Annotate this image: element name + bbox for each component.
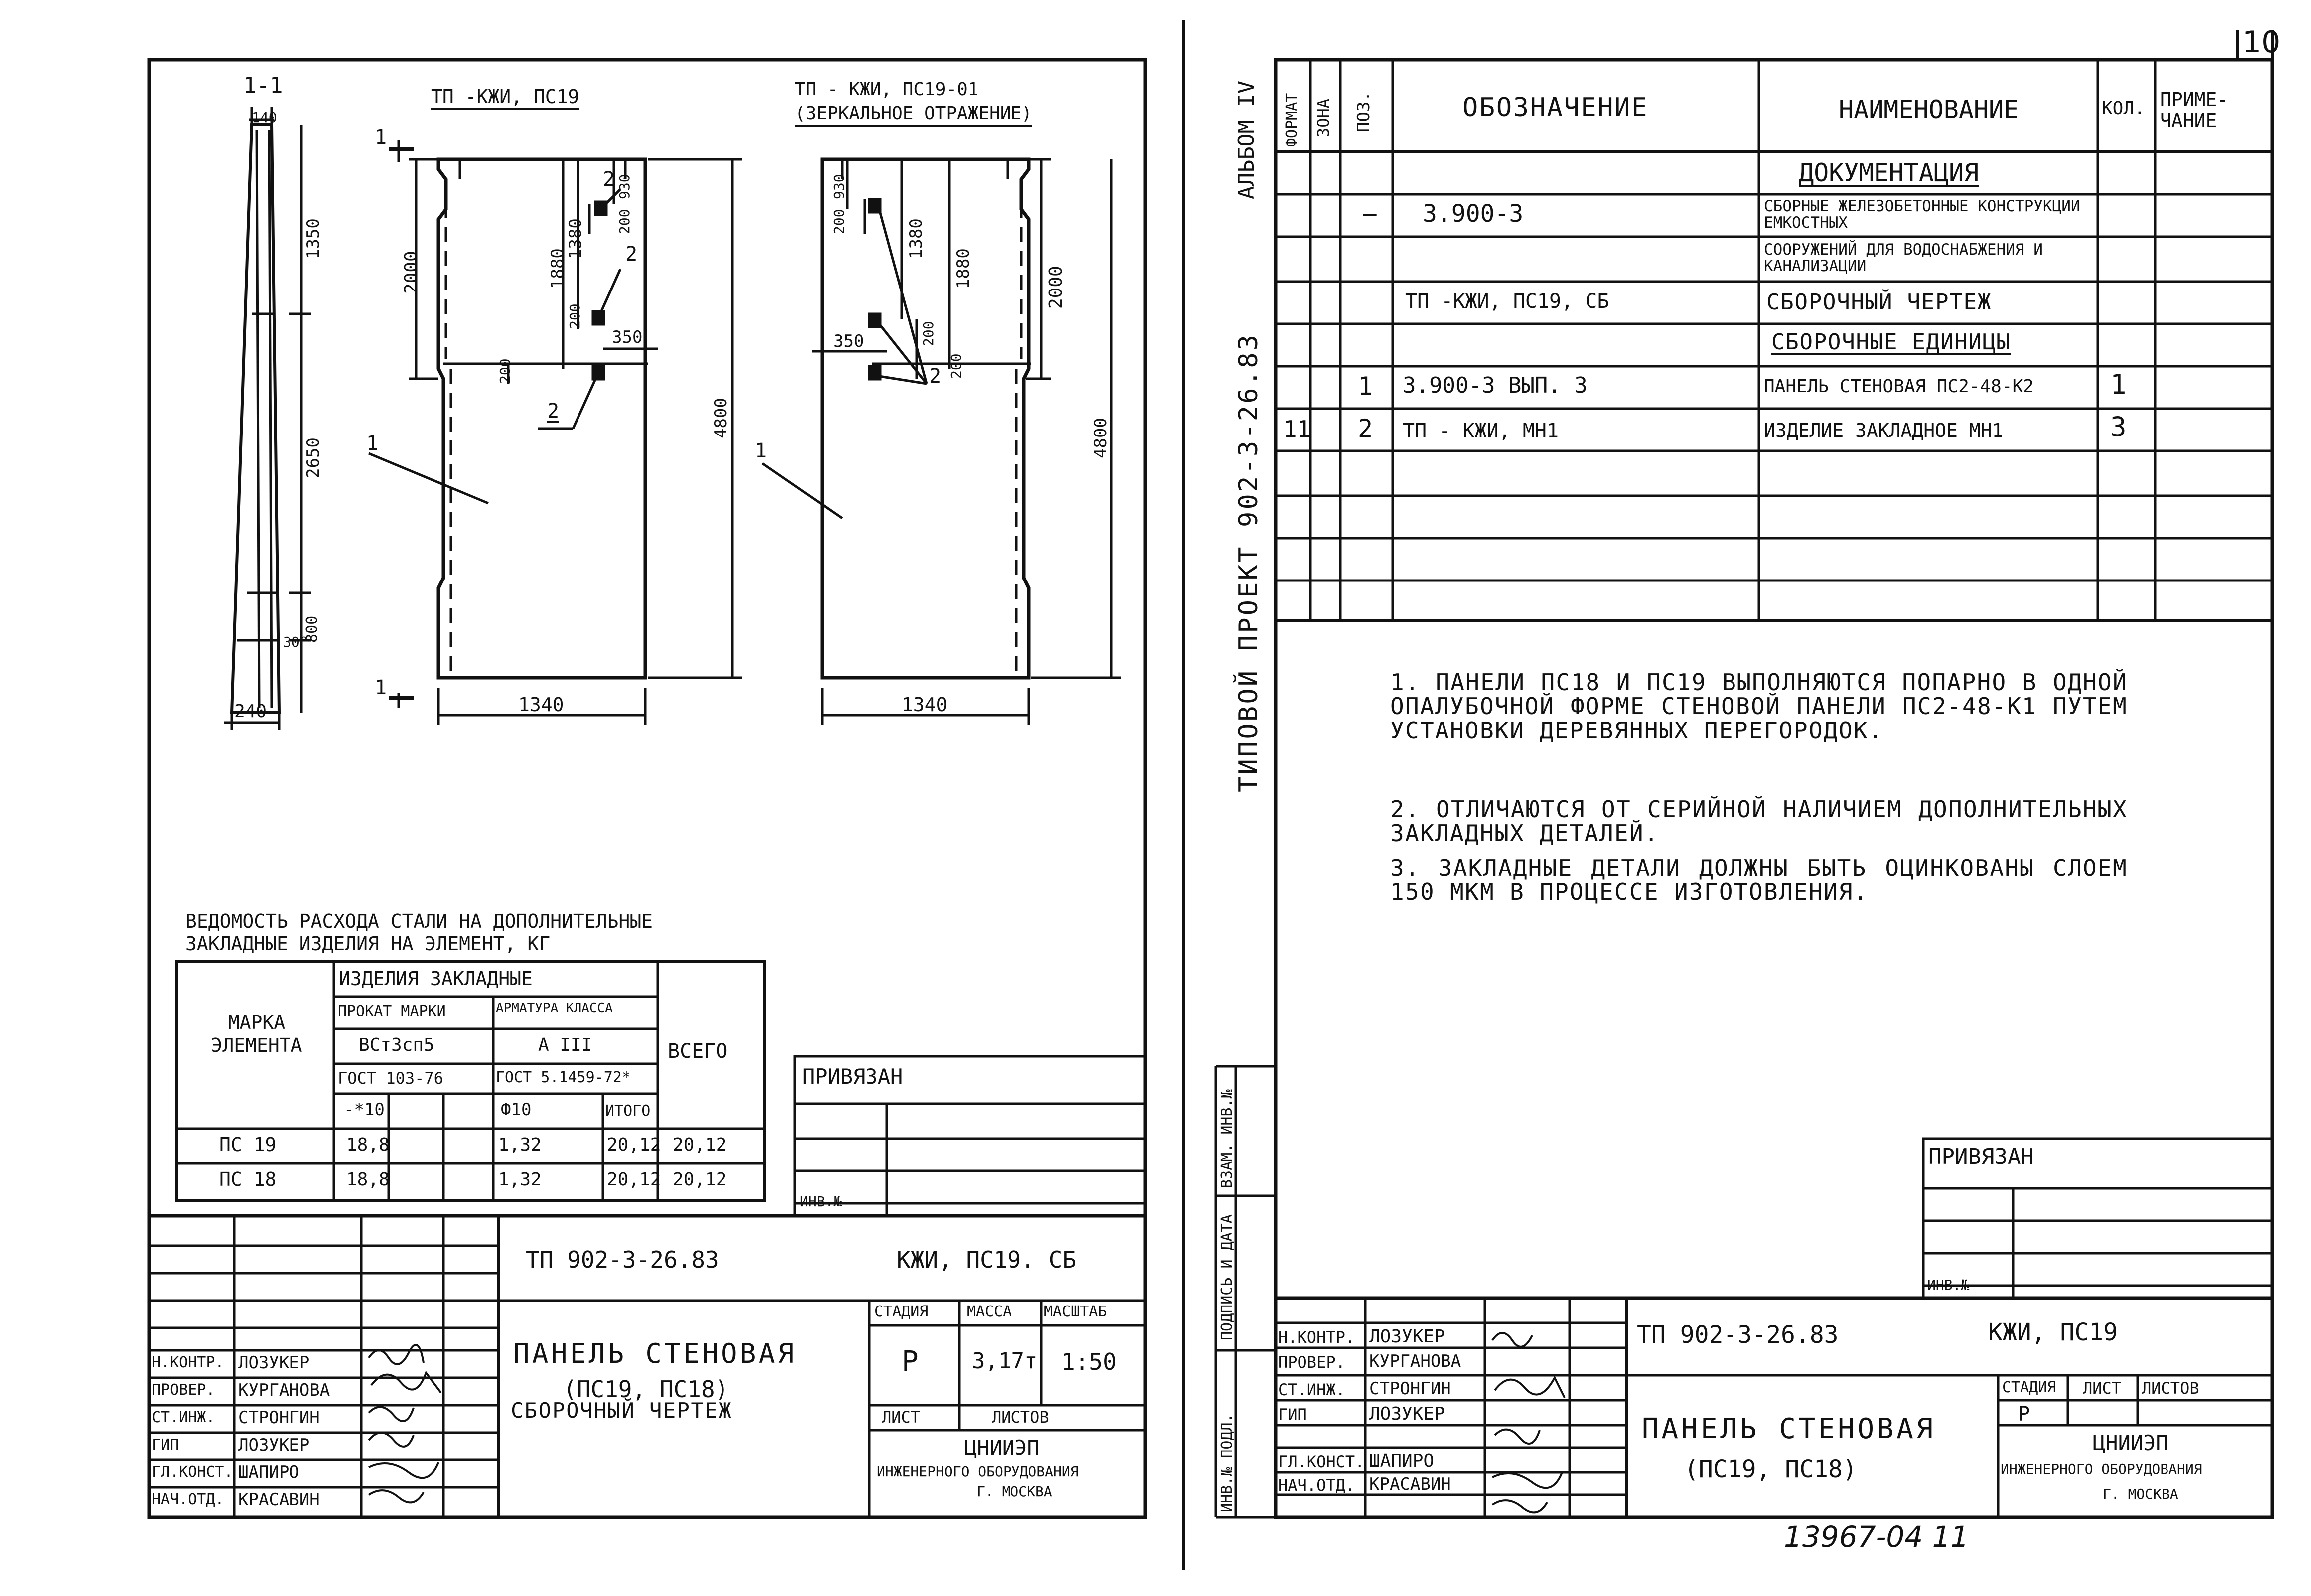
staff-name: ЛОЗУКЕР — [238, 1435, 310, 1455]
steel-table-title-2: ЗАКЛАДНЫЕ ИЗДЕЛИЯ НА ЭЛЕМЕНТ, КГ — [185, 933, 551, 955]
view-b-subtitle: (ЗЕРКАЛЬНОЕ ОТРАЖЕНИЕ) — [795, 105, 1032, 127]
col-total-header: ВСЕГО — [668, 1040, 728, 1063]
doc-code: ТП 902-3-26.83 — [526, 1246, 719, 1273]
staff-name: ЛОЗУКЕР — [238, 1353, 310, 1373]
spec-heading-docs: ДОКУМЕНТАЦИЯ — [1799, 158, 1979, 187]
archive-number: 13967-04 11 — [1784, 1520, 1969, 1554]
row-total: 20,12 — [673, 1135, 727, 1155]
staff-role: ГЛ.КОНСТ. — [1278, 1452, 1365, 1471]
mass-label: МАССА — [967, 1303, 1012, 1320]
scale-value: 1:50 — [1061, 1348, 1117, 1375]
staff-name: КУРГАНОВА — [238, 1380, 330, 1400]
staff-name: СТРОНГИН — [1369, 1379, 1451, 1399]
rebar-gost: ГОСТ 5.1459-72* — [496, 1069, 631, 1086]
org-line-2: ИНЖЕНЕРНОГО ОБОРУДОВАНИЯ — [877, 1463, 1079, 1480]
dim-1380-b: 1380 — [906, 218, 926, 259]
spec-qty: 1 — [2110, 369, 2127, 400]
dim-2650: 2650 — [303, 437, 323, 478]
spec-name: СБОРОЧНЫЙ ЧЕРТЕЖ — [1766, 290, 1992, 315]
dim-350: 350 — [612, 327, 643, 347]
spec-qty: 3 — [2110, 411, 2127, 442]
sheets-label: ЛИСТОВ — [992, 1408, 1049, 1427]
mass-value: 3,17т — [972, 1348, 1038, 1374]
subtotal-header: ИТОГО — [605, 1102, 651, 1120]
spec-pos: 1 — [1358, 372, 1373, 401]
col-items-header: ИЗДЕЛИЯ ЗАКЛАДНЫЕ — [339, 968, 533, 990]
spec-pos: – — [1363, 200, 1377, 227]
col-qty: КОЛ. — [2102, 98, 2145, 119]
view-a-title: ТП -КЖИ, ПС19 — [431, 87, 579, 110]
sheet-label: ЛИСТ — [2083, 1379, 2122, 1398]
spec-fmt: 11 — [1283, 416, 1311, 442]
col-name: НАИМЕНОВАНИЕ — [1839, 95, 2019, 124]
row-rebar: 1,32 — [498, 1135, 542, 1155]
col-mark-header: МАРКА ЭЛЕМЕНТА — [211, 1012, 302, 1056]
rolled-size: -*10 — [344, 1100, 385, 1120]
inv-label-left: ИНВ.№ — [800, 1193, 842, 1210]
leader-pos-2-b: 2 — [929, 365, 942, 388]
staff-role: Н.КОНТР. — [152, 1354, 224, 1371]
doc-name-3: СБОРОЧНЫЙ ЧЕРТЕЖ — [511, 1398, 732, 1423]
leader-pos-1: 1 — [366, 432, 379, 455]
staff-name: КУРГАНОВА — [1369, 1351, 1461, 1371]
spec-name: СБОРНЫЕ ЖЕЛЕЗОБЕТОННЫЕ КОНСТРУКЦИИ ЕМКОСТНЫХ — [1764, 197, 2080, 232]
col-note: ПРИМЕ-ЧАНИЕ — [2160, 89, 2229, 132]
col-designation: ОБОЗНАЧЕНИЕ — [1462, 93, 1648, 123]
staff-role: Н.КОНТР. — [1278, 1328, 1355, 1347]
staff-role: СТ.ИНЖ. — [152, 1409, 215, 1426]
dim-200-b-b: 200 — [920, 321, 937, 346]
page-number: 10 — [2242, 25, 2281, 60]
dim-4800: 4800 — [711, 398, 731, 438]
spec-pos: 2 — [1358, 414, 1373, 443]
doc-mark: КЖИ, ПС19. СБ — [897, 1246, 1077, 1273]
note-1: 1. ПАНЕЛИ ПС18 И ПС19 ВЫПОЛНЯЮТСЯ ПОПАРНО В ОДНОЙ ОПАЛУБОЧНОЙ ФОРМЕ СТЕНОВОЙ ПАНЕЛИ ПС2-48-К1 ПУТЕМ УСТАНОВКИ ДЕРЕВЯННЫХ ПЕРЕГОРОДОК. — [1390, 669, 2128, 744]
view-b-title: ТП - КЖИ, ПС19-01 — [795, 79, 979, 100]
leader-pos-2-a: 2 — [603, 168, 615, 191]
dim-200-b: 200 — [567, 303, 583, 329]
doc-mark: КЖИ, ПС19 — [1988, 1318, 2118, 1346]
side-strip-replace: ВЗАМ. ИНВ.№ — [1218, 1089, 1236, 1188]
dim-top-width: 140 — [252, 109, 277, 126]
doc-name-1: ПАНЕЛЬ СТЕНОВАЯ — [1642, 1413, 1936, 1445]
stage-label: СТАДИЯ — [2002, 1379, 2056, 1396]
row-total: 20,12 — [673, 1169, 727, 1190]
spec-heading-units: СБОРОЧНЫЕ ЕДИНИЦЫ — [1771, 329, 2011, 355]
side-strip-sign: ПОДПИСЬ И ДАТА — [1218, 1214, 1236, 1340]
stage-value: Р — [2018, 1403, 2030, 1426]
staff-role: ПРОВЕР. — [152, 1381, 215, 1399]
row-subtotal: 20,12 — [607, 1169, 661, 1190]
spec-designation: ТП - КЖИ, МН1 — [1403, 420, 1559, 442]
inv-label-right: ИНВ.№ — [1927, 1277, 1970, 1293]
staff-name: СТРОНГИН — [238, 1408, 320, 1428]
staff-name: ШАПИРО — [238, 1462, 299, 1482]
dim-1340-b: 1340 — [902, 694, 948, 716]
staff-role: ПРОВЕР. — [1278, 1353, 1345, 1372]
stage-value: Р — [902, 1345, 919, 1378]
rebar-size: Ф10 — [501, 1100, 532, 1120]
staff-name: КРАСАВИН — [1369, 1474, 1451, 1494]
org-line-1: ЦНИИЭП — [964, 1436, 1040, 1460]
doc-name-2: (ПС19, ПС18) — [563, 1376, 729, 1403]
spec-designation: ТП -КЖИ, ПС19, СБ — [1405, 290, 1609, 313]
staff-role: ГИП — [152, 1436, 179, 1453]
dim-1340: 1340 — [518, 694, 564, 716]
leader-pos-2-c: 2 — [547, 400, 560, 423]
dim-2000: 2000 — [401, 251, 422, 294]
dim-1380: 1380 — [566, 218, 585, 259]
spec-name: ИЗДЕЛИЕ ЗАКЛАДНОЕ МН1 — [1764, 420, 2004, 441]
stage-label: СТАДИЯ — [874, 1303, 929, 1320]
staff-name: ЛОЗУКЕР — [1369, 1326, 1445, 1347]
org-line-2: ИНЖЕНЕРНОГО ОБОРУДОВАНИЯ — [2001, 1461, 2202, 1477]
org-line-1: ЦНИИЭП — [2093, 1431, 2168, 1455]
dim-200-c: 200 — [497, 358, 513, 384]
rebar-class: А III — [538, 1035, 592, 1055]
staff-name: ШАПИРО — [1369, 1451, 1435, 1471]
leader-pos-2-b: 2 — [625, 243, 638, 266]
dim-200-b-a: 200 — [831, 209, 847, 234]
doc-name-2: (ПС19, ПС18) — [1684, 1455, 1857, 1483]
row-mark: ПС 18 — [219, 1168, 277, 1190]
binding-label-right: ПРИВЯЗАН — [1928, 1144, 2034, 1169]
staff-role: ГЛ.КОНСТ. — [152, 1463, 233, 1481]
col-rolled-header: ПРОКАТ МАРКИ — [338, 1003, 446, 1020]
col-format: ФОРМАТ — [1283, 93, 1300, 147]
note-3: 3. ЗАКЛАДНЫЕ ДЕТАЛИ ДОЛЖНЫ БЫТЬ ОЦИНКОВАНЫ СЛОЕМ 150 МКМ В ПРОЦЕССЕ ИЗГОТОВЛЕНИЯ. — [1390, 855, 2128, 906]
steel-table-title-1: ВЕДОМОСТЬ РАСХОДА СТАЛИ НА ДОПОЛНИТЕЛЬНЫЕ — [185, 910, 653, 932]
dim-1350: 1350 — [303, 218, 323, 259]
dim-2000-b: 2000 — [1046, 266, 1066, 309]
sheet-label: ЛИСТ — [882, 1408, 921, 1427]
scale-label: МАСШТАБ — [1044, 1303, 1107, 1320]
dim-350-b: 350 — [833, 331, 864, 351]
side-project: ТИПОВОЙ ПРОЕКТ 902-3-26.83 — [1234, 332, 1264, 792]
spec-designation: 3.900-3 — [1423, 200, 1524, 228]
spec-designation: 3.900-3 ВЫП. 3 — [1403, 373, 1588, 398]
staff-role: СТ.ИНЖ. — [1278, 1380, 1345, 1399]
side-strip-inv: ИНВ.№ ПОДЛ. — [1218, 1413, 1236, 1512]
row-rolled: 18,8 — [346, 1169, 390, 1190]
rolled-grade: ВСт3сп5 — [359, 1035, 434, 1055]
col-rebar-header: АРМАТУРА КЛАССА — [496, 1001, 613, 1016]
staff-role: НАЧ.ОТД. — [152, 1491, 224, 1508]
note-2: 2. ОТЛИЧАЮТСЯ ОТ СЕРИЙНОЙ НАЛИЧИЕМ ДОПОЛНИТЕЛЬНЫХ ЗАКЛАДНЫХ ДЕТАЛЕЙ. — [1390, 796, 2128, 847]
spec-name: СООРУЖЕНИЙ ДЛЯ ВОДОСНАБЖЕНИЯ И КАНАЛИЗАЦИИ — [1764, 241, 2043, 275]
cut-mark-top: 1 — [375, 126, 387, 148]
dim-800: 800 — [303, 615, 321, 643]
dim-930-b: 930 — [831, 174, 847, 199]
rolled-gost: ГОСТ 103-76 — [338, 1069, 443, 1088]
dim-1880: 1880 — [548, 248, 568, 289]
dim-angle: 30° — [283, 634, 308, 650]
dim-200-b-c: 200 — [948, 353, 964, 379]
staff-name: КРАСАВИН — [238, 1490, 320, 1510]
sheets-label: ЛИСТОВ — [2142, 1379, 2199, 1398]
org-line-3: Г. МОСКВА — [2103, 1486, 2178, 1502]
col-zone: ЗОНА — [1314, 98, 1333, 137]
side-album: АЛЬБОМ IV — [1234, 80, 1259, 199]
leader-pos-1-b: 1 — [755, 439, 767, 462]
dim-200-a: 200 — [616, 209, 633, 234]
section-label: 1-1 — [243, 73, 283, 98]
staff-role: НАЧ.ОТД. — [1278, 1476, 1355, 1495]
staff-name: ЛОЗУКЕР — [1369, 1404, 1445, 1424]
spec-name: ПАНЕЛЬ СТЕНОВАЯ ПС2-48-К2 — [1764, 376, 2034, 397]
dim-930: 930 — [616, 174, 633, 199]
dim-bottom-width: 240 — [234, 701, 267, 722]
col-pos: ПОЗ. — [1354, 91, 1374, 132]
cut-mark-bottom: 1 — [375, 676, 387, 699]
row-mark: ПС 19 — [219, 1134, 277, 1156]
row-rebar: 1,32 — [498, 1169, 542, 1190]
dim-4800-b: 4800 — [1091, 418, 1111, 458]
row-subtotal: 20,12 — [607, 1135, 661, 1155]
binding-label-left: ПРИВЯЗАН — [802, 1064, 903, 1089]
doc-code: ТП 902-3-26.83 — [1637, 1321, 1839, 1349]
doc-name-1: ПАНЕЛЬ СТЕНОВАЯ — [513, 1338, 797, 1369]
row-rolled: 18,8 — [346, 1135, 390, 1155]
staff-role: ГИП — [1278, 1405, 1307, 1424]
dim-1880-b: 1880 — [953, 248, 973, 289]
org-line-3: Г. МОСКВА — [977, 1483, 1052, 1500]
